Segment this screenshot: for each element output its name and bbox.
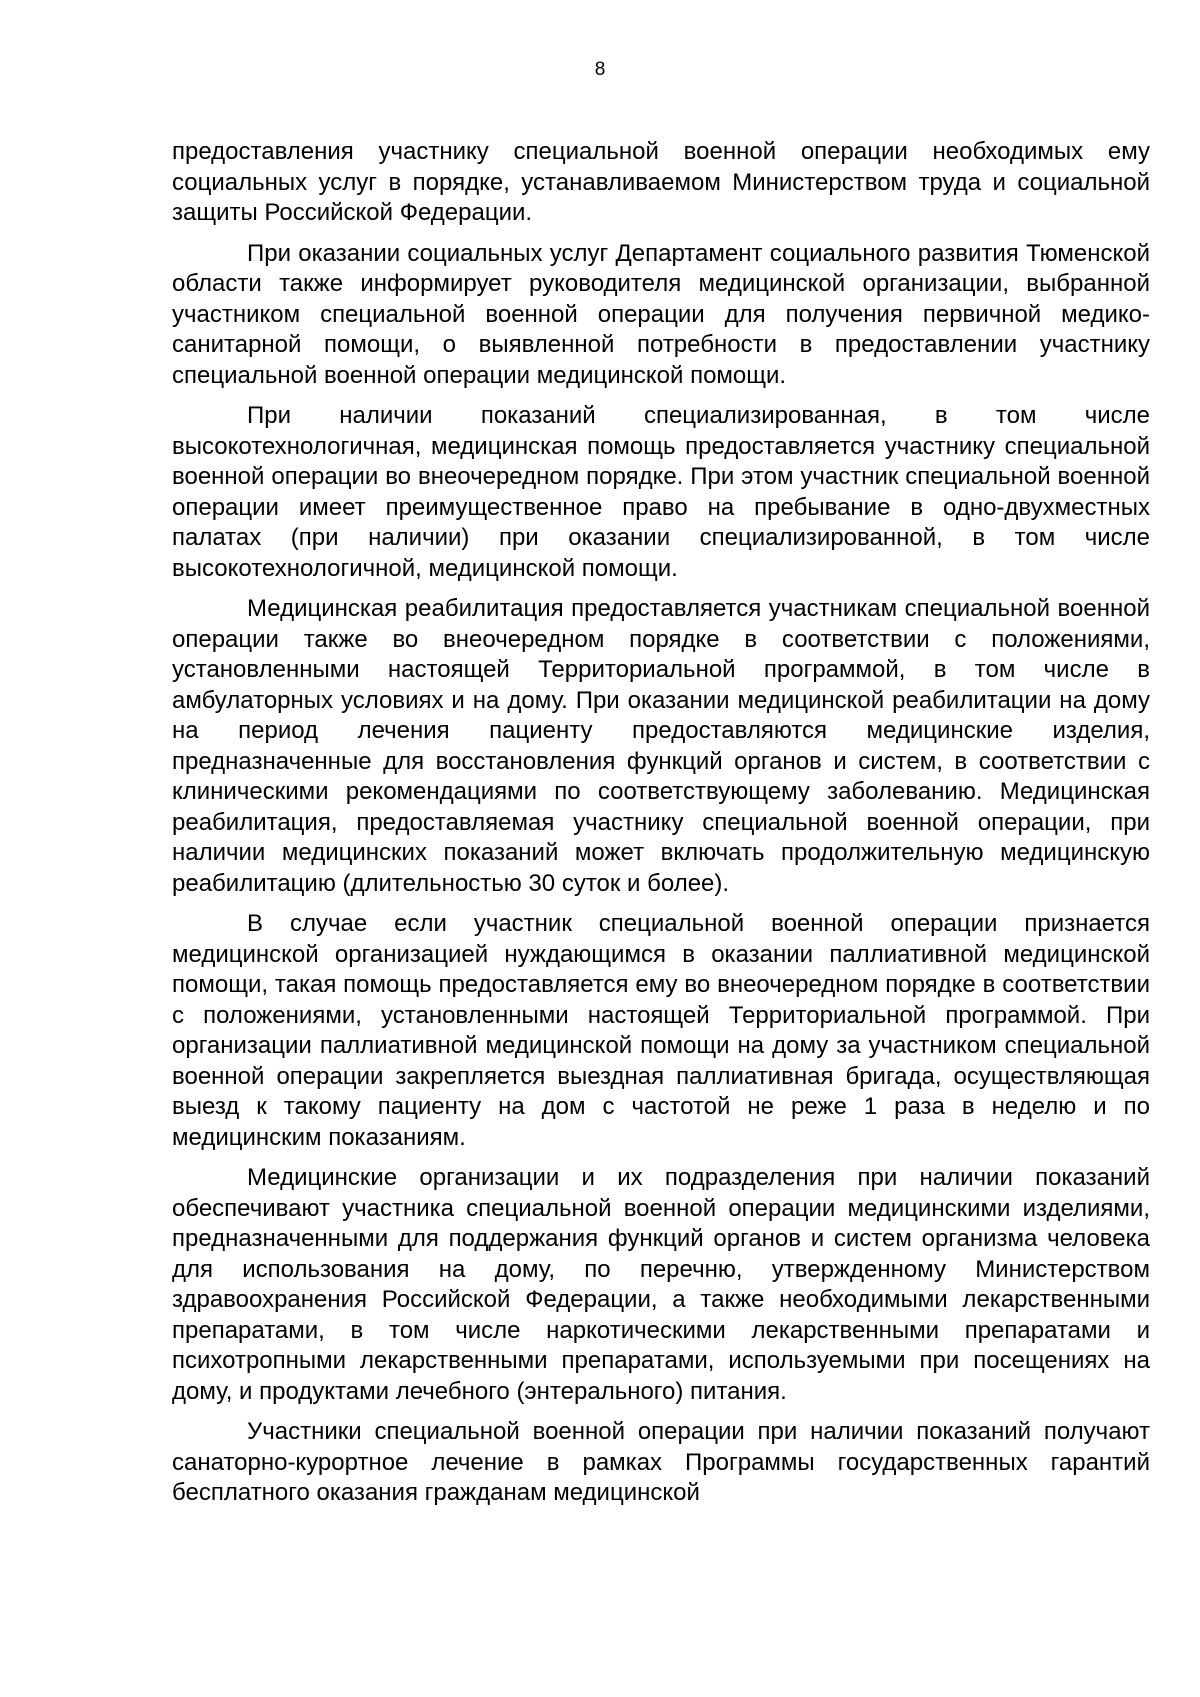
paragraph: При оказании социальных услуг Департамент социального развития Тюменской области также информирует руководителя медицинской организации, выбранной участником специальной военной операции для получения первичной медико-санитарной помощи, о выявленной потребности в предоставлении участнику специальной военной операции медицинской помощи. (172, 239, 1150, 389)
paragraph: Медицинские организации и их подразделения при наличии показаний обеспечивают участника специальной военной операции медицинскими изделиями, предназначенными для поддержания функций органов и систем организма человека для использования на дому, по перечню, утвержденному Министерством здравоохранения Российской Федерации, а также необходимыми лекарственными препаратами, в том числе наркотическими лекарственными препаратами и психотропными лекарственными препаратами, используемыми при посещениях на дому, и продуктами лечебного (энтерального) питания. (172, 1164, 1150, 1405)
paragraph: В случае если участник специальной военной операции признается медицинской организацией нуждающимся в оказании паллиативной медицинской помощи, такая помощь предоставляется ему во внеочередном порядке в соответствии с положениями, установленными настоящей Территориальной программой. При организации паллиативной медицинской помощи на дому за участником специальной военной операции закрепляется выездная паллиативная бригада, осуществляющая выезд к такому пациенту на дом с частотой не реже 1 раза в неделю и по медицинским показаниям. (172, 910, 1150, 1151)
paragraph: При наличии показаний специализированная, в том числе высокотехнологичная, медицинская помощь предоставляется участнику специальной военной операции во внеочередном порядке. При этом участник специальной военной операции имеет преимущественное право на пребывание в одно-двухместных палатах (при наличии) при оказании специализированной, в том числе высокотехнологичной, медицинской помощи. (172, 402, 1150, 582)
document-body (172, 137, 1150, 1509)
page-number: 8 (594, 59, 606, 80)
paragraph: предоставления участнику специальной военной операции необходимых ему социальных услуг в порядке, устанавливаемом Министерством труда и социальной защиты Российской Федерации. (172, 138, 1150, 226)
paragraph: Медицинская реабилитация предоставляется участникам специальной военной операции также во внеочередном порядке в соответствии с положениями, установленными настоящей Территориальной программой, в том числе в амбулаторных условиях и на дому. При оказании медицинской реабилитации на дому на период лечения пациенту предоставляются медицинские изделия, предназначенные для восстановления функций органов и систем, в соответствии с клиническими рекомендациями по соответствующему заболеванию. Медицинская реабилитация, предоставляемая участнику специальной военной операции, при наличии медицинских показаний может включать продолжительную медицинскую реабилитацию (длительностью 30 суток и более). (172, 595, 1150, 897)
paragraph: Участники специальной военной операции при наличии показаний получают санаторно-курортное лечение в рамках Программы государственных гарантий бесплатного оказания гражданам медицинской (172, 1418, 1150, 1506)
